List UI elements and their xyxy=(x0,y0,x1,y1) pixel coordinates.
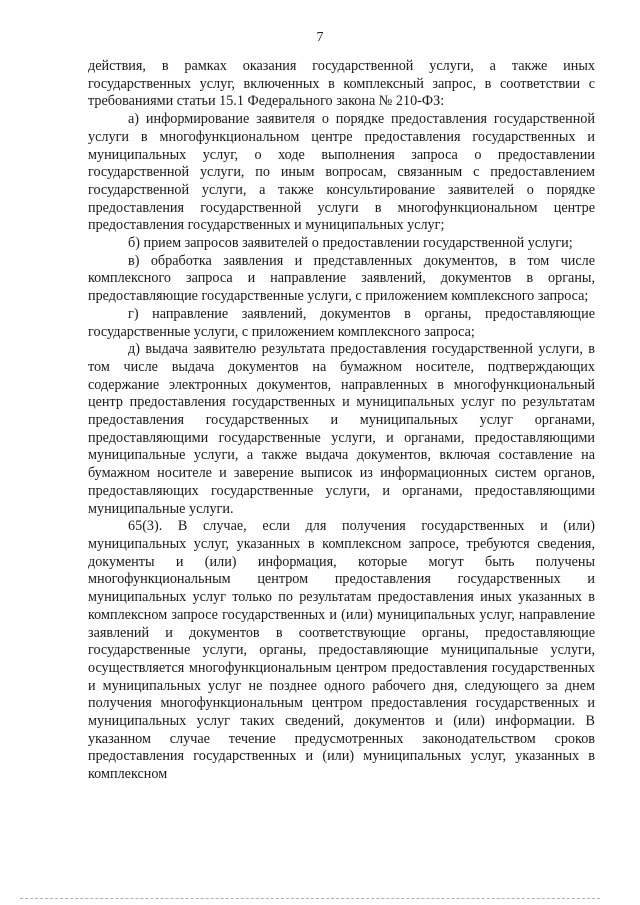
paragraph-item-b: б) прием запросов заявителей о предоставлении государственной услуги; xyxy=(128,235,573,252)
paragraph-item-a: а) информирование заявителя о порядке предоставления государственной услуги в многофункциональном центре предоставления государственных и муниципальных услуг, о ходе выполнения запроса о предоставлении государственной услуги, по иным вопросам, связанным с предоставлением государственной услуги, а также консультирование заявителей о порядке предоставления государственной услуги в многофункциональном центре предоставления государственных и муниципальных услуг; xyxy=(88,111,595,234)
paragraph-65-3: 65(3). В случае, если для получения государственных и (или) муниципальных услуг, указанных в комплексном запросе, требуются сведения, документы и (или) информация, которые могут быть получены многофункциональным центром предоставления государственных и муниципальных услуг только по результатам предоставления иных указанных в комплексном запросе государственных и (или) муниципальных услуг, направление заявлений и документов в соответствующие органы, предоставляющие государственные услуги, органы, предоставляющие муниципальные услуги, осуществляется многофункциональным центром предоставления государственных и муниципальных услуг не позднее одного рабочего дня, следующего за днем получения многофункциональным центром предоставления государственных и муниципальных услуг таких сведений, документов и (или) информации. В указанном случае течение предусмотренных законодательством сроков предоставления государственных и (или) муниципальных услуг, указанных в комплексном xyxy=(88,518,595,783)
page-number: 7 xyxy=(316,30,324,45)
paragraph-item-g: г) направление заявлений, документов в органы, предоставляющие государственные услуги, с приложением комплексного запроса; xyxy=(88,305,595,340)
page-bottom-divider xyxy=(20,898,600,899)
document-body xyxy=(88,58,595,784)
paragraph-item-v: в) обработка заявления и представленных документов, в том числе комплексного запроса и направление заявлений, документов в органы, предоставляющие государственные услуги, с приложением комплексного запроса; xyxy=(88,252,595,305)
paragraph-continuation: действия, в рамках оказания государственной услуги, а также иных государственных услуг, включенных в комплексный запрос, в соответствии с требованиями статьи 15.1 Федерального закона № 210-ФЗ: xyxy=(88,58,595,110)
paragraph-item-d: д) выдача заявителю результата предоставления государственной услуги, в том числе выдача документов на бумажном носителе, подтверждающих содержание электронных документов, направленных в многофункциональный центр предоставления государственных и муниципальных услуг по результатам предоставления государственных и муниципальных услуг органами, предоставляющими государственные услуги, и органами, предоставляющими муниципальные услуги, а также выдача документов, включая составление на бумажном носителе и заверение выписок из информационных систем органов, предоставляющих государственные услуги, и органами, предоставляющими муниципальные услуги. xyxy=(88,341,595,517)
